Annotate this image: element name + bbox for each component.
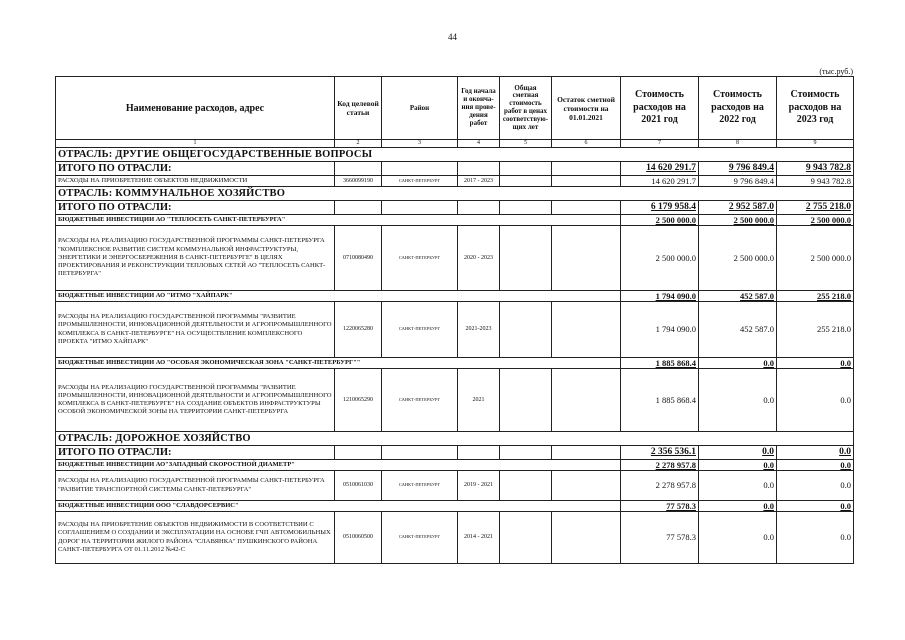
investment-2021: 1 794 090.0 — [621, 291, 699, 302]
column-number: 9 — [777, 140, 854, 148]
expense-2023: 9 943 782.8 — [777, 176, 854, 187]
sector-row — [56, 148, 854, 162]
unit-note: (тыс.руб.) — [819, 67, 853, 76]
expense-years: 2019 - 2021 — [458, 471, 500, 501]
header-code: Код целевой статьи — [335, 77, 382, 140]
column-number: 5 — [500, 140, 552, 148]
investment-2021: 77 578.3 — [621, 501, 699, 512]
investment-row — [56, 215, 854, 226]
investment-row — [56, 501, 854, 512]
expense-2022: 452 587.0 — [699, 302, 777, 358]
investment-row — [56, 460, 854, 471]
header-years: Год начала и оконча-ния прове-дения работ — [458, 77, 500, 140]
investment-2021: 2 500 000.0 — [621, 215, 699, 226]
column-number: 6 — [552, 140, 621, 148]
investment-label: БЮДЖЕТНЫЕ ИНВЕСТИЦИИ АО "ОСОБАЯ ЭКОНОМИЧЕСКАЯ ЗОНА "САНКТ-ПЕТЕРБУРГ"" — [56, 358, 621, 369]
expense-code: 1220065280 — [335, 302, 382, 358]
header-name: Наименование расходов, адрес — [56, 77, 335, 140]
sector-total-row — [56, 201, 854, 215]
expense-years: 2014 - 2021 — [458, 512, 500, 564]
header-remainder: Остаток сметной стоимости на 01.01.2021 — [552, 77, 621, 140]
total-2022: 9 796 849.4 — [699, 162, 777, 176]
expense-code: 1210065290 — [335, 369, 382, 432]
expense-2021: 1 885 868.4 — [621, 369, 699, 432]
investment-2022: 0.0 — [699, 358, 777, 369]
column-number: 3 — [382, 140, 458, 148]
expense-2023: 0.0 — [777, 512, 854, 564]
total-2022: 2 952 587.0 — [699, 201, 777, 215]
expense-2022: 0.0 — [699, 512, 777, 564]
investment-2023: 2 500 000.0 — [777, 215, 854, 226]
investment-2023: 255 218.0 — [777, 291, 854, 302]
expense-region: САНКТ-ПЕТЕРБУРГ — [382, 369, 458, 432]
column-number: 2 — [335, 140, 382, 148]
expense-row — [56, 471, 854, 501]
column-number: 1 — [56, 140, 335, 148]
investment-row — [56, 291, 854, 302]
total-2021: 2 356 536.1 — [621, 446, 699, 460]
total-label: ИТОГО ПО ОТРАСЛИ: — [56, 446, 335, 460]
expense-row — [56, 226, 854, 291]
investment-2021: 2 278 957.8 — [621, 460, 699, 471]
expense-years: 2021 — [458, 369, 500, 432]
expense-years: 2021-2023 — [458, 302, 500, 358]
expense-2022: 9 796 849.4 — [699, 176, 777, 187]
expense-code: 0710080490 — [335, 226, 382, 291]
total-2023: 9 943 782.8 — [777, 162, 854, 176]
expense-2022: 0.0 — [699, 369, 777, 432]
sector-title: ОТРАСЛЬ: ДРУГИЕ ОБЩЕГОСУДАРСТВЕННЫЕ ВОПРОСЫ — [56, 148, 854, 162]
total-label: ИТОГО ПО ОТРАСЛИ: — [56, 162, 335, 176]
column-number: 4 — [458, 140, 500, 148]
sector-title: ОТРАСЛЬ: ДОРОЖНОЕ ХОЗЯЙСТВО — [56, 432, 854, 446]
page-number: 44 — [448, 32, 457, 42]
expense-name: РАСХОДЫ НА ПРИОБРЕТЕНИЕ ОБЪЕКТОВ НЕДВИЖИМОСТИ — [56, 176, 335, 187]
investment-2021: 1 885 868.4 — [621, 358, 699, 369]
sector-row — [56, 432, 854, 446]
expense-2022: 0.0 — [699, 471, 777, 501]
total-2022: 0.0 — [699, 446, 777, 460]
expense-2021: 14 620 291.7 — [621, 176, 699, 187]
expense-row — [56, 176, 854, 187]
sector-total-row — [56, 162, 854, 176]
investment-2022: 0.0 — [699, 501, 777, 512]
investment-2023: 0.0 — [777, 460, 854, 471]
expense-code: 0510060500 — [335, 512, 382, 564]
expense-years: 2020 - 2023 — [458, 226, 500, 291]
investment-row — [56, 358, 854, 369]
investment-2022: 2 500 000.0 — [699, 215, 777, 226]
expense-2023: 0.0 — [777, 369, 854, 432]
expense-region: САНКТ-ПЕТЕРБУРГ — [382, 226, 458, 291]
expense-name: РАСХОДЫ НА РЕАЛИЗАЦИЮ ГОСУДАРСТВЕННОЙ ПРОГРАММЫ "РАЗВИТИЕ ПРОМЫШЛЕННОСТИ, ИННОВАЦИОННОЙ ДЕЯТЕЛЬНОСТИ И АГРОПРОМЫШЛЕННОГО КОМПЛЕКСА В САНКТ-ПЕТЕРБУРГЕ" НА ОСУЩЕСТВЛЕНИЕ КОМПЛЕКСНОГО ПРОЕКТА "ИТМО ХАЙПАРК" — [56, 302, 335, 358]
investment-label: БЮДЖЕТНЫЕ ИНВЕСТИЦИИ АО "ТЕПЛОСЕТЬ САНКТ-ПЕТЕРБУРГА" — [56, 215, 621, 226]
expense-2021: 1 794 090.0 — [621, 302, 699, 358]
total-2023: 2 755 218.0 — [777, 201, 854, 215]
expense-row — [56, 369, 854, 432]
expense-years: 2017 - 2023 — [458, 176, 500, 187]
column-number: 7 — [621, 140, 699, 148]
investment-2022: 0.0 — [699, 460, 777, 471]
expense-code: 0510061030 — [335, 471, 382, 501]
investment-label: БЮДЖЕТНЫЕ ИНВЕСТИЦИИ ООО "СЛАВДОРСЕРВИС" — [56, 501, 621, 512]
header-cost-2022: Стоимость расходов на 2022 год — [699, 77, 777, 140]
expense-name: РАСХОДЫ НА РЕАЛИЗАЦИЮ ГОСУДАРСТВЕННОЙ ПРОГРАММЫ САНКТ-ПЕТЕРБУРГА "КОМПЛЕКСНОЕ РАЗВИТИЕ СИСТЕМ КОММУНАЛЬНОЙ ИНФРАСТРУКТУРЫ, ЭНЕРГЕТИКИ И ЭНЕРГОСБЕРЕЖЕНИЯ В САНКТ-ПЕТЕРБУРГЕ" В ЦЕЛЯХ ПРОЕКТИРОВАНИЯ И РЕКОНСТРУКЦИИ ТЕПЛОВЫХ СЕТЕЙ АО "ТЕПЛОСЕТЬ САНКТ-ПЕТЕРБУРГА" — [56, 226, 335, 291]
total-2023: 0.0 — [777, 446, 854, 460]
expense-2021: 2 500 000.0 — [621, 226, 699, 291]
expense-region: САНКТ-ПЕТЕРБУРГ — [382, 512, 458, 564]
column-number: 8 — [699, 140, 777, 148]
expense-row — [56, 512, 854, 564]
header-cost-2023: Стоимость расходов на 2023 год — [777, 77, 854, 140]
expense-name: РАСХОДЫ НА РЕАЛИЗАЦИЮ ГОСУДАРСТВЕННОЙ ПРОГРАММЫ "РАЗВИТИЕ ПРОМЫШЛЕННОСТИ, ИННОВАЦИОННОЙ ДЕЯТЕЛЬНОСТИ И АГРОПРОМЫШЛЕННОГО КОМПЛЕКСА В САНКТ-ПЕТЕРБУРГЕ" НА СОЗДАНИЕ ОБЪЕКТОВ ИНФРАСТРУКТУРЫ ОСОБОЙ ЭКОНОМИЧЕСКОЙ ЗОНЫ НА ТЕРРИТОРИИ САНКТ-ПЕТЕРБУРГА — [56, 369, 335, 432]
header-cost-2021: Стоимость расходов на 2021 год — [621, 77, 699, 140]
budget-table — [55, 76, 854, 564]
expense-name: РАСХОДЫ НА ПРИОБРЕТЕНИЕ ОБЪЕКТОВ НЕДВИЖИМОСТИ В СООТВЕТСТВИИ С СОГЛАШЕНИЕМ О СОЗДАНИИ И ЭКСПЛУАТАЦИИ НА ОСНОВЕ ГЧП АВТОМОБИЛЬНЫХ ДОРОГ НА ТЕРРИТОРИИ ЖИЛОГО РАЙОНА "СЛАВЯНКА" ПУШКИНСКОГО РАЙОНА САНКТ-ПЕТЕРБУРГА ОТ 01.11.2012 №42-С — [56, 512, 335, 564]
expense-2023: 2 500 000.0 — [777, 226, 854, 291]
expense-row — [56, 302, 854, 358]
sector-row — [56, 187, 854, 201]
investment-2023: 0.0 — [777, 501, 854, 512]
header-row — [56, 77, 854, 140]
column-number-row — [56, 140, 854, 148]
expense-name: РАСХОДЫ НА РЕАЛИЗАЦИЮ ГОСУДАРСТВЕННОЙ ПРОГРАММЫ САНКТ-ПЕТЕРБУРГА "РАЗВИТИЕ ТРАНСПОРТНОЙ СИСТЕМЫ САНКТ-ПЕТЕРБУРГА" — [56, 471, 335, 501]
expense-region: САНКТ-ПЕТЕРБУРГ — [382, 176, 458, 187]
investment-2023: 0.0 — [777, 358, 854, 369]
header-region: Район — [382, 77, 458, 140]
expense-region: САНКТ-ПЕТЕРБУРГ — [382, 302, 458, 358]
expense-2023: 255 218.0 — [777, 302, 854, 358]
expense-2021: 2 278 957.8 — [621, 471, 699, 501]
total-label: ИТОГО ПО ОТРАСЛИ: — [56, 201, 335, 215]
total-2021: 6 179 958.4 — [621, 201, 699, 215]
expense-2022: 2 500 000.0 — [699, 226, 777, 291]
investment-2022: 452 587.0 — [699, 291, 777, 302]
expense-region: САНКТ-ПЕТЕРБУРГ — [382, 471, 458, 501]
investment-label: БЮДЖЕТНЫЕ ИНВЕСТИЦИИ АО "ИТМО "ХАЙПАРК" — [56, 291, 621, 302]
expense-2023: 0.0 — [777, 471, 854, 501]
expense-2021: 77 578.3 — [621, 512, 699, 564]
sector-total-row — [56, 446, 854, 460]
header-total-cost: Общая сметная стоимость работ в ценах соответствую-щих лет — [500, 77, 552, 140]
total-2021: 14 620 291.7 — [621, 162, 699, 176]
sector-title: ОТРАСЛЬ: КОММУНАЛЬНОЕ ХОЗЯЙСТВО — [56, 187, 854, 201]
expense-code: 3660099190 — [335, 176, 382, 187]
investment-label: БЮДЖЕТНЫЕ ИНВЕСТИЦИИ АО"ЗАПАДНЫЙ СКОРОСТНОЙ ДИАМЕТР" — [56, 460, 621, 471]
